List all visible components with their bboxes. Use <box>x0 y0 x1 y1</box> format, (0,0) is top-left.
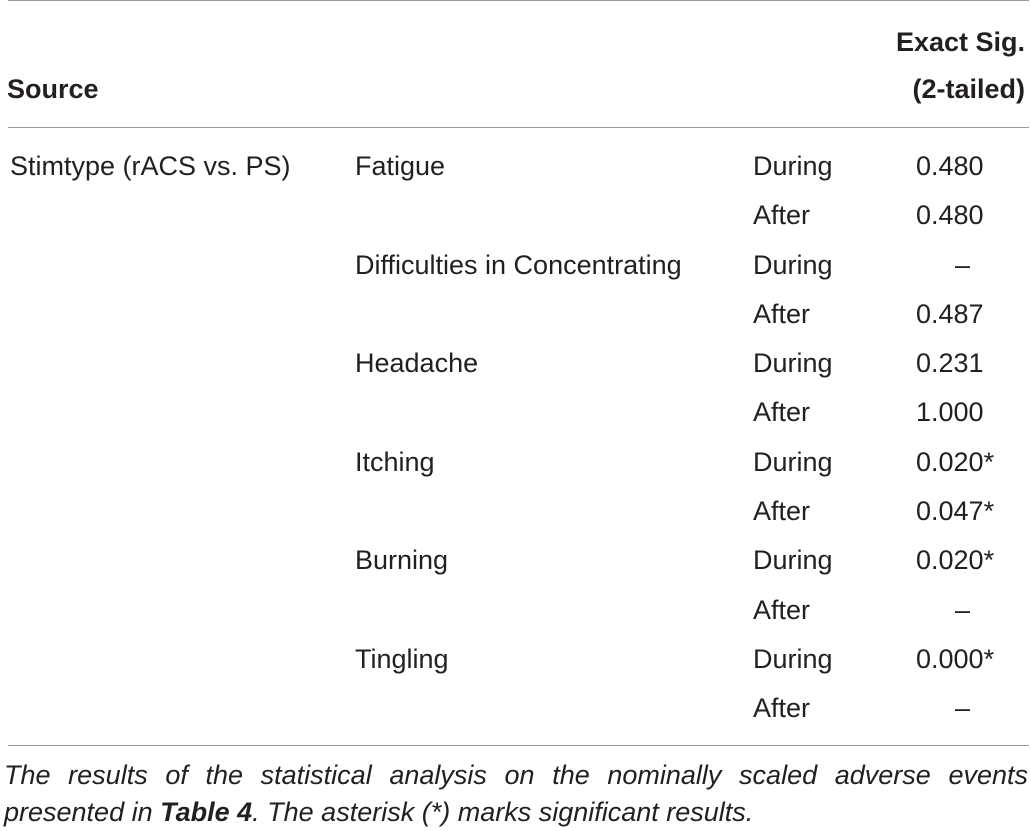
table-caption <box>4 757 1028 831</box>
header-source: Source <box>7 74 99 104</box>
table-row-sig: 0.480 <box>916 200 984 230</box>
table-row-event: Burning <box>355 545 449 575</box>
table-top-rule <box>8 0 1029 1</box>
table-row-event: Itching <box>355 447 435 477</box>
table-row-time: During <box>753 447 833 477</box>
caption-text-end: . The asterisk (*) marks significant results. <box>252 797 754 827</box>
caption-text-start: The results of the statistical analysis on the nominally scaled adverse events presented in <box>4 760 1028 827</box>
table-header-rule <box>8 127 1029 128</box>
table-row-time: During <box>753 151 833 181</box>
table-row-sig: 0.047* <box>916 496 995 526</box>
table-row-time: During <box>753 545 833 575</box>
table-row-time: After <box>753 397 811 427</box>
table-row-sig: 0.000* <box>916 644 995 674</box>
table-row-time: After <box>753 693 811 723</box>
table-row-sig: 0.020* <box>916 545 995 575</box>
table-row-sig: – <box>955 250 971 280</box>
table-row-sig: 0.480 <box>916 151 984 181</box>
table-row-time: During <box>753 348 833 378</box>
table-row-sig: 0.020* <box>916 447 995 477</box>
table-row-sig: 0.487 <box>916 299 984 329</box>
table-row-event: Difficulties in Concentrating <box>355 250 682 280</box>
table-row-sig: – <box>955 595 971 625</box>
table-row-time: After <box>753 299 811 329</box>
header-two-tailed: (2-tailed) <box>912 74 1025 104</box>
table-row-sig: – <box>955 693 971 723</box>
table-row-time: During <box>753 250 833 280</box>
table-row-event: Fatigue <box>355 151 446 181</box>
caption-table-reference[interactable]: Table 4 <box>160 797 253 827</box>
table-row-time: After <box>753 200 811 230</box>
table-row-time: During <box>753 644 833 674</box>
source-cell: Stimtype (rACS vs. PS) <box>10 151 291 181</box>
table-row-time: After <box>753 595 811 625</box>
table-row-time: After <box>753 496 811 526</box>
header-exact-sig: Exact Sig. <box>895 27 1025 57</box>
table-bottom-rule <box>8 745 1029 746</box>
table-row-sig: 1.000 <box>916 397 984 427</box>
table-row-event: Tingling <box>355 644 449 674</box>
table-row-event: Headache <box>355 348 479 378</box>
table-row-sig: 0.231 <box>916 348 984 378</box>
